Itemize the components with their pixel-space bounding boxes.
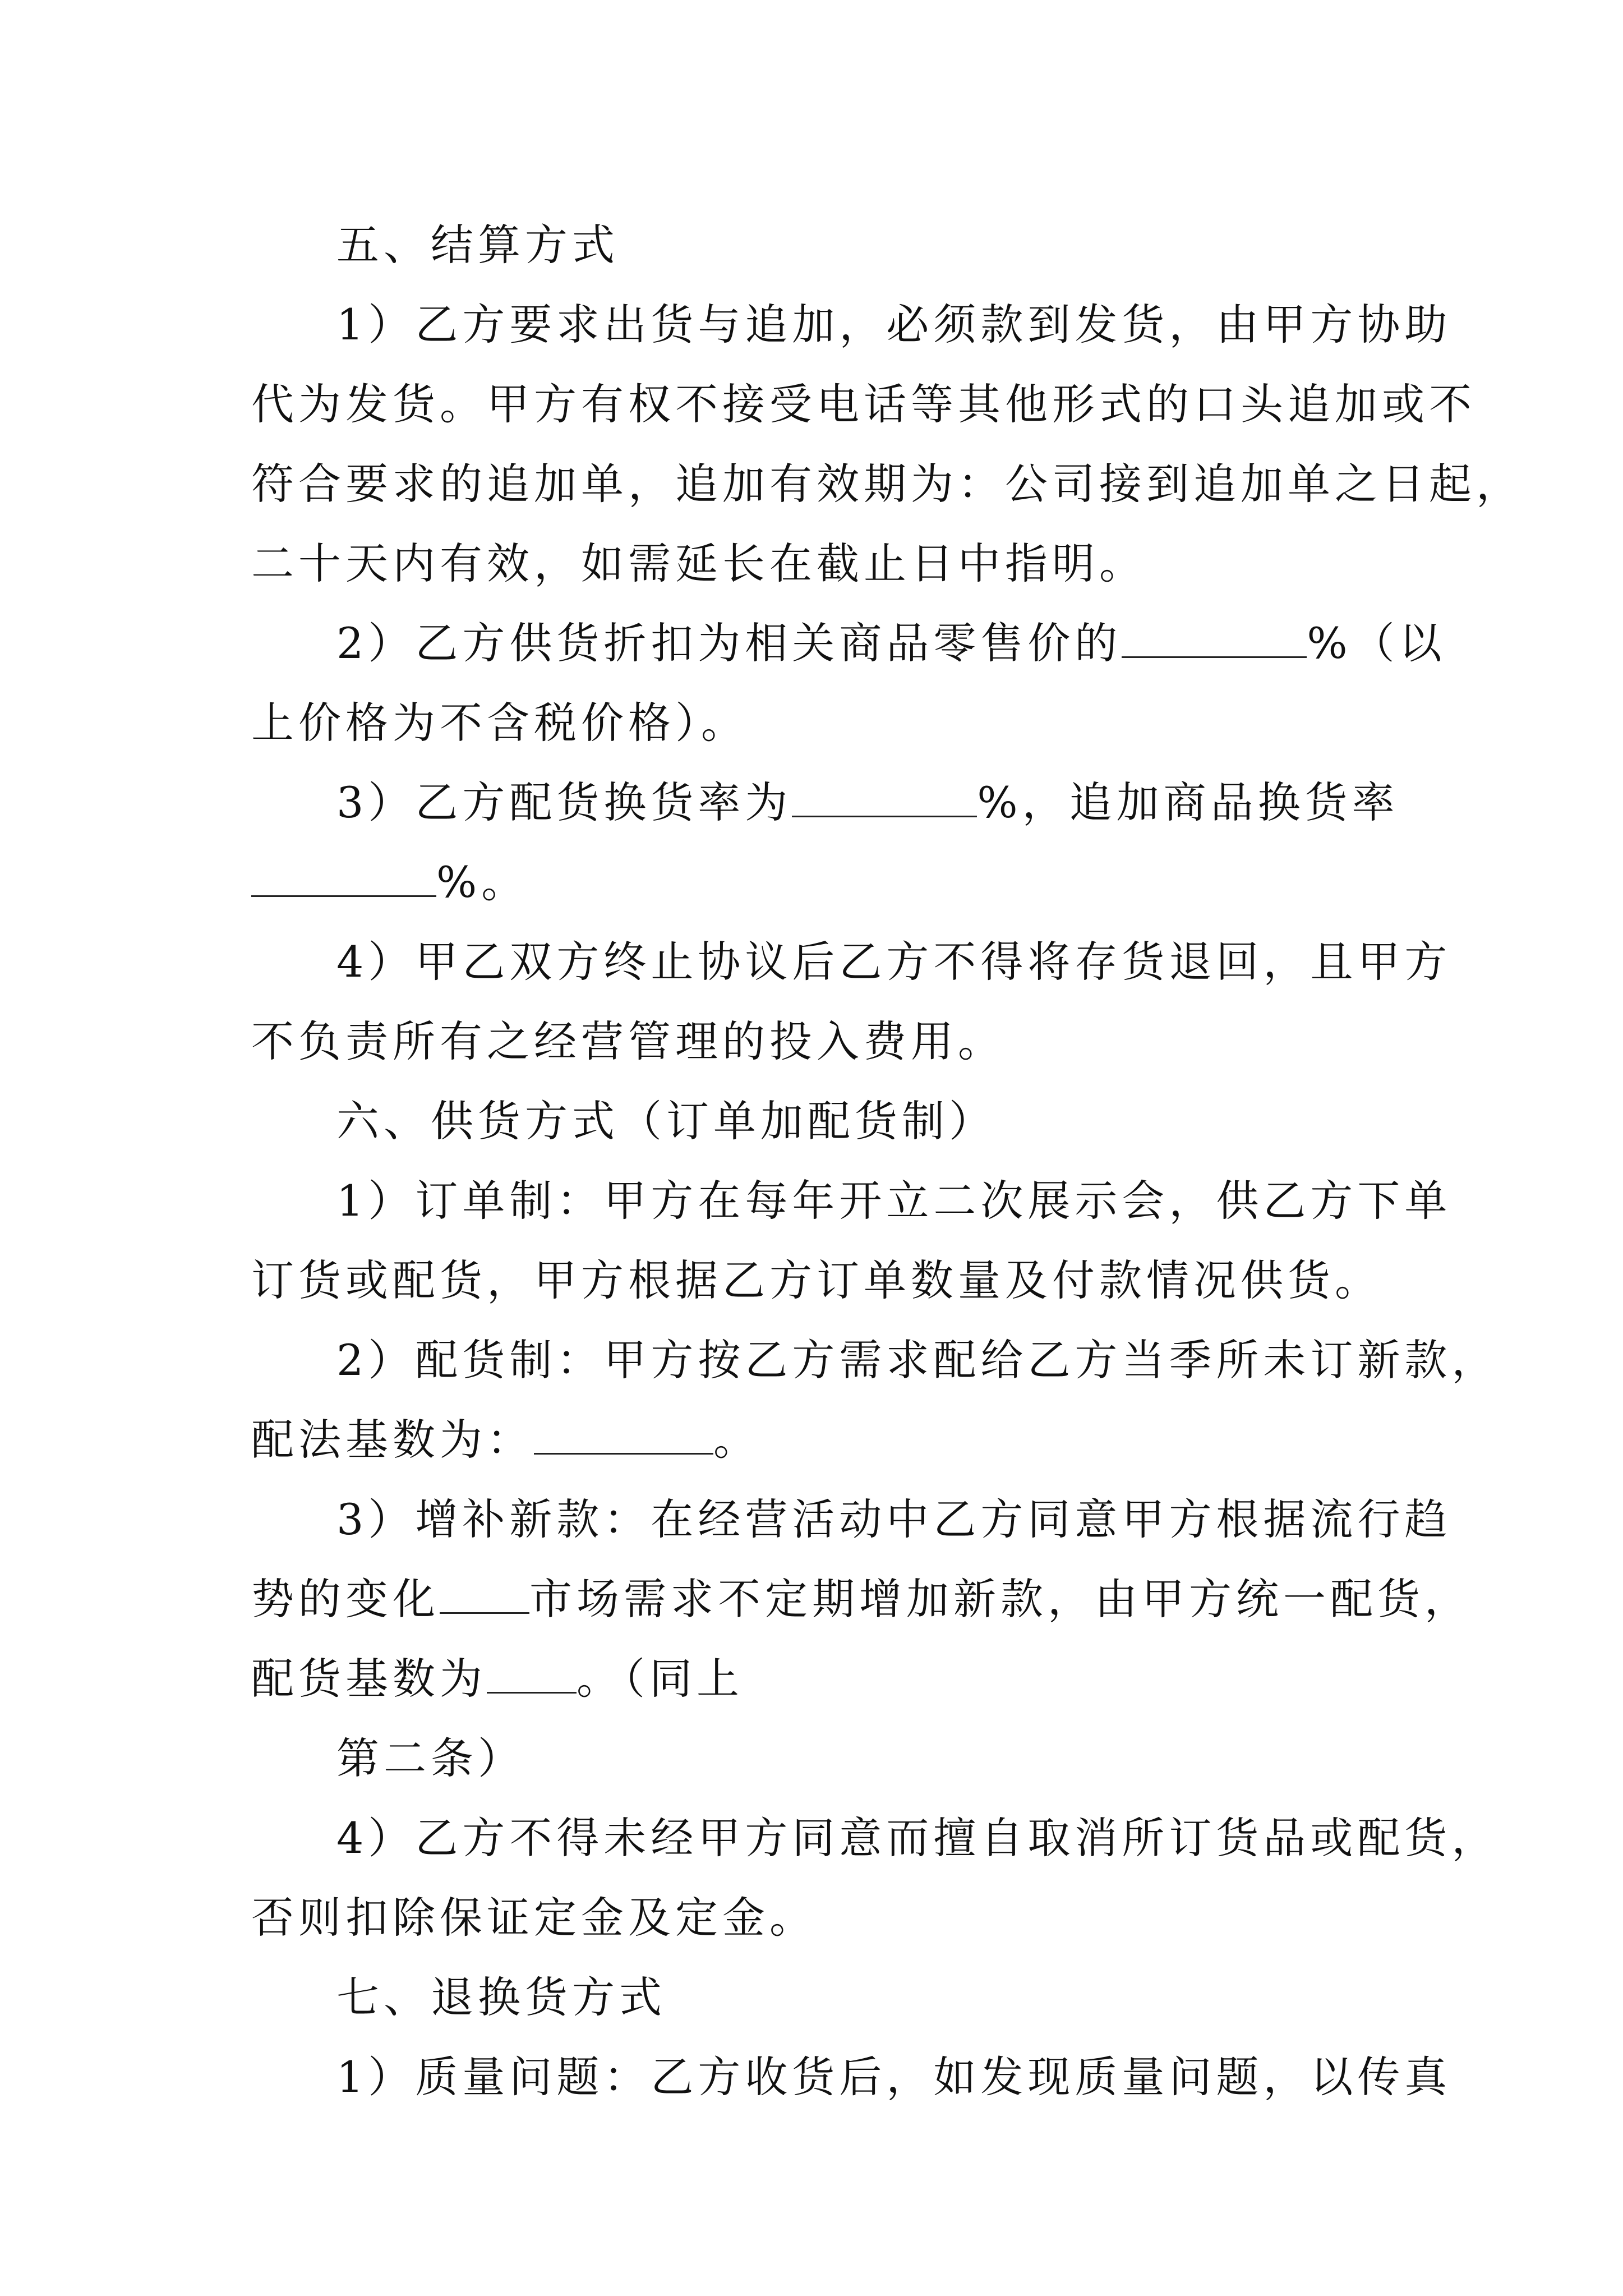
paragraph-6-3-line-3 bbox=[251, 1639, 1384, 1719]
paragraph-5-3-line-1 bbox=[251, 763, 1399, 843]
paragraph-text: 1）乙方要求出货与追加，必须款到发货，由甲方协助 bbox=[336, 300, 1452, 349]
paragraph-5-1-line-3 bbox=[251, 444, 1523, 524]
paragraph-text: 订货或配货，甲方根据乙方订单数量及付款情况供货。 bbox=[251, 1255, 1382, 1305]
paragraph-5-1-line-2 bbox=[251, 365, 1476, 444]
paragraph-text: 代为发货。甲方有权不接受电话等其他形式的口头追加或不 bbox=[251, 379, 1476, 429]
section-heading-5 bbox=[251, 205, 1384, 285]
paragraph-5-1-line-4 bbox=[251, 524, 1384, 604]
paragraph-5-2-line-2 bbox=[251, 683, 1384, 763]
paragraph-6-4-line-1 bbox=[251, 1798, 1499, 1878]
allocation-base-blank[interactable] bbox=[534, 1404, 713, 1455]
exchange-rate-blank[interactable] bbox=[792, 766, 977, 817]
paragraph-text: 2）配货制：甲方按乙方需求配给乙方当季所未订新款， bbox=[336, 1335, 1499, 1385]
paragraph-text: 2）乙方供货折扣为相关商品零售价的 bbox=[336, 618, 1122, 668]
paragraph-text: 二十天内有效，如需延长在截止日中指明。 bbox=[251, 539, 1146, 588]
paragraph-text: 1）质量问题：乙方收货后，如发现质量问题，以传真 bbox=[336, 2052, 1452, 2102]
paragraph-6-3-line-1 bbox=[251, 1480, 1452, 1559]
heading-text: 五、结算方式 bbox=[336, 220, 619, 270]
paragraph-text: 不负责所有之经营管理的投入费用。 bbox=[251, 1016, 1005, 1066]
paragraph-text: 。 bbox=[713, 1415, 760, 1465]
paragraph-text: 3）乙方配货换货率为 bbox=[336, 777, 792, 827]
section-heading-6 bbox=[251, 1082, 1384, 1161]
additional-exchange-rate-blank[interactable] bbox=[251, 846, 436, 897]
paragraph-text: 4）甲乙双方终止协议后乙方不得将存货退回，且甲方 bbox=[336, 937, 1452, 987]
paragraph-text: 符合要求的追加单，追加有效期为：公司接到追加单之日起， bbox=[251, 459, 1523, 509]
paragraph-text: %。 bbox=[436, 857, 529, 907]
heading-text: 七、退换货方式 bbox=[336, 1972, 666, 2022]
paragraph-text: 第二条） bbox=[336, 1733, 525, 1783]
paragraph-text: 上价格为不含税价格）。 bbox=[251, 698, 748, 748]
paragraph-5-4-line-1 bbox=[251, 922, 1452, 1002]
paragraph-text: %（以 bbox=[1307, 618, 1446, 668]
paragraph-text: 4）乙方不得未经甲方同意而擅自取消所订货品或配货， bbox=[336, 1813, 1499, 1863]
paragraph-6-1-line-1 bbox=[251, 1161, 1452, 1241]
paragraph-5-4-line-2 bbox=[251, 1002, 1384, 1082]
paragraph-text: %，追加商品换货率 bbox=[977, 777, 1399, 827]
paragraph-text: 配货基数为 bbox=[251, 1654, 487, 1704]
paragraph-5-2-line-1 bbox=[251, 604, 1446, 683]
paragraph-text: 势的变化 bbox=[251, 1574, 440, 1624]
paragraph-5-3-line-2 bbox=[251, 843, 1384, 922]
paragraph-text: 否则扣除保证定金及定金。 bbox=[251, 1893, 817, 1943]
heading-text: 六、供货方式（订单加配货制） bbox=[336, 1096, 996, 1146]
paragraph-5-1-line-1 bbox=[251, 285, 1452, 365]
document-body bbox=[251, 205, 1523, 2117]
paragraph-text: 1）订单制：甲方在每年开立二次展示会，供乙方下单 bbox=[336, 1176, 1452, 1226]
discount-blank[interactable] bbox=[1122, 607, 1307, 658]
new-style-base-blank[interactable] bbox=[487, 1642, 577, 1694]
paragraph-6-2-line-2 bbox=[251, 1400, 1384, 1480]
paragraph-text: 。（同上 bbox=[577, 1654, 744, 1704]
paragraph-6-2-line-1 bbox=[251, 1320, 1499, 1400]
trend-blank[interactable] bbox=[440, 1563, 529, 1614]
paragraph-6-4-line-2 bbox=[251, 1878, 1384, 1958]
paragraph-6-1-line-2 bbox=[251, 1241, 1384, 1320]
paragraph-7-1-line-1 bbox=[251, 2037, 1452, 2117]
paragraph-text: 市场需求不定期增加新款，由甲方统一配货， bbox=[529, 1574, 1472, 1624]
paragraph-text: 配法基数为： bbox=[251, 1415, 534, 1465]
section-heading-7 bbox=[251, 1958, 1384, 2037]
paragraph-6-3-line-4 bbox=[251, 1719, 1384, 1798]
paragraph-text: 3）增补新款：在经营活动中乙方同意甲方根据流行趋 bbox=[336, 1494, 1452, 1544]
paragraph-6-3-line-2 bbox=[251, 1559, 1472, 1639]
